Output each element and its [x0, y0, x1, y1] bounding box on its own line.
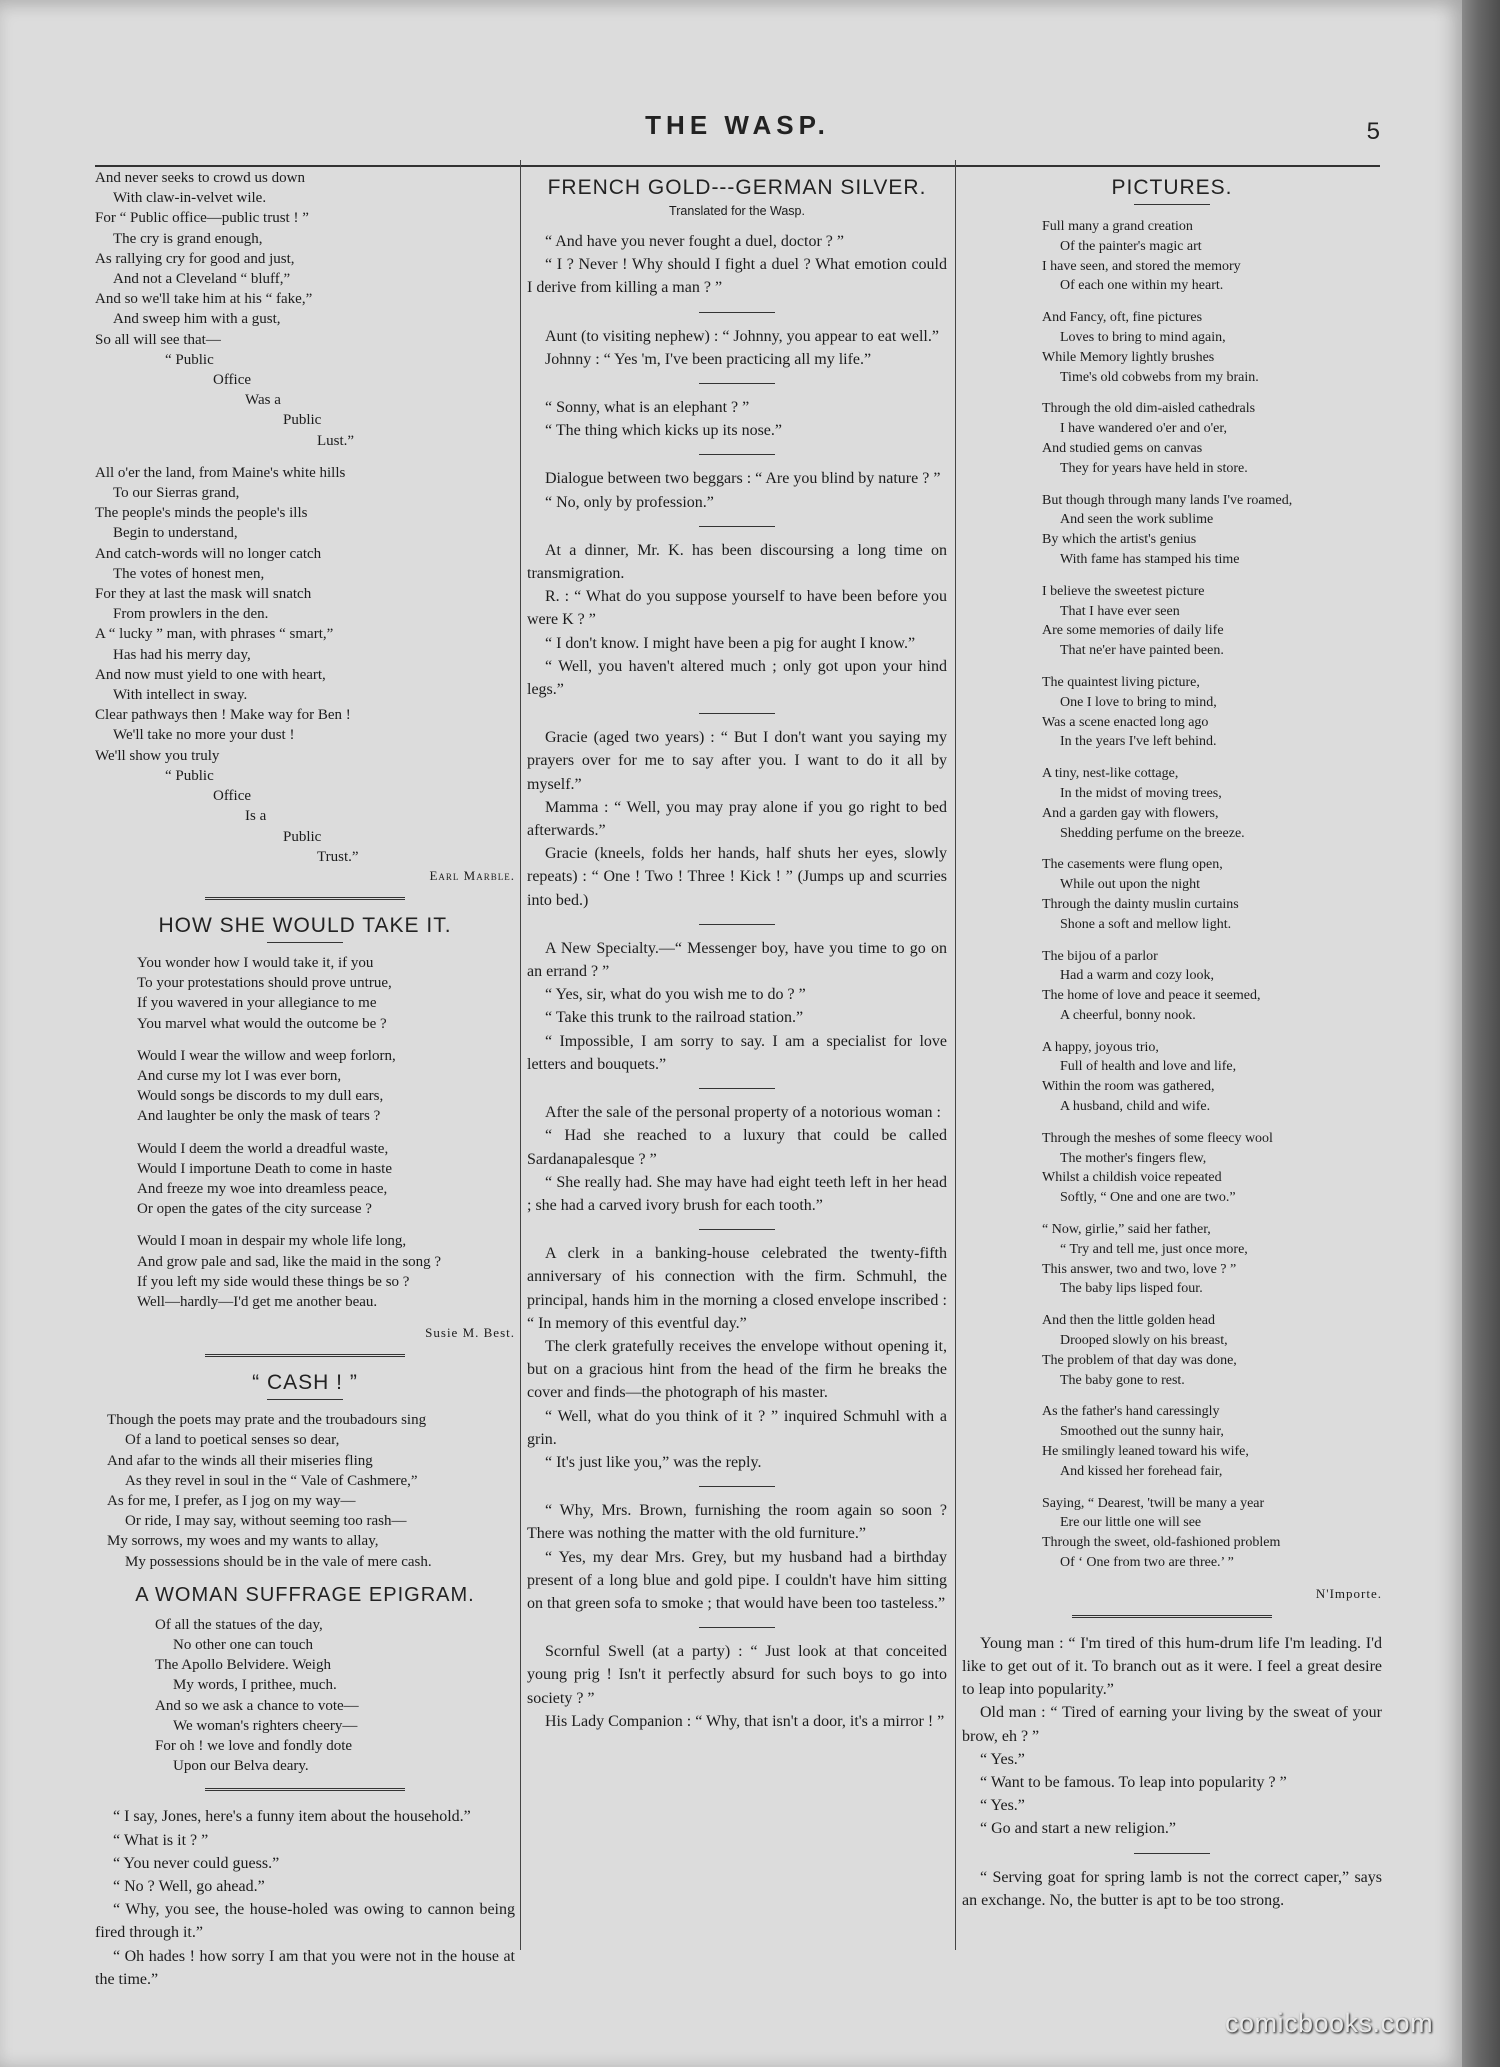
- poem-line: This answer, two and two, love ? ”: [1042, 1261, 1237, 1277]
- poem-line: Would songs be discords to my dull ears,: [137, 1088, 384, 1105]
- paragraph: “ Well, what do you think of it ? ” inquired Schmuhl with a grin.: [527, 1407, 947, 1448]
- poem-title: HOW SHE WOULD TAKE IT.: [158, 913, 452, 937]
- anecdote: [527, 539, 947, 701]
- poem-line: The baby lips lisped four.: [1060, 1281, 1203, 1297]
- poem-line: And Fancy, oft, fine pictures: [1042, 310, 1203, 326]
- poem-line: Begin to understand,: [113, 525, 238, 542]
- poem-line: The people's minds the people's ills: [95, 505, 308, 522]
- poem-line: The mother's fingers flew,: [1060, 1150, 1207, 1166]
- anecdote: [527, 396, 947, 442]
- poem-line: As the father's hand caressingly: [1042, 1404, 1220, 1420]
- paragraph: R. : “ What do you suppose yourself to have been before you were K ? ”: [527, 588, 947, 629]
- poem-line: That ne'er have painted been.: [1060, 643, 1224, 659]
- poem-line: In the years I've left behind.: [1060, 734, 1217, 750]
- anecdote-young-man: [962, 1632, 1382, 1841]
- poem-line: Through the old dim-aisled cathedrals: [1042, 401, 1256, 417]
- paragraph: “ Go and start a new religion.”: [980, 1820, 1176, 1838]
- poem-line: And laughter be only the mask of tears ?: [137, 1108, 381, 1125]
- paragraph: “ Yes.”: [980, 1750, 1025, 1768]
- poem-line: A tiny, nest-like cottage,: [1042, 766, 1179, 782]
- paragraph: “ Well, you haven't altered much ; only got upon your hind legs.”: [527, 657, 947, 699]
- stanza: [1042, 582, 1382, 661]
- section-divider: [699, 454, 775, 455]
- anecdote: [527, 1640, 947, 1733]
- title-divider: [267, 1399, 343, 1400]
- poem-line: Of all the statues of the day,: [155, 1616, 323, 1633]
- poem-line: Shone a soft and mellow light.: [1060, 916, 1232, 932]
- poem-line: Of each one within my heart.: [1060, 278, 1224, 294]
- poem-signature: N'Importe.: [1315, 1585, 1382, 1601]
- poem-line: By which the artist's genius: [1042, 532, 1197, 548]
- poem-line: With claw-in-velvet wile.: [113, 190, 267, 207]
- poem-line: For “ Public office—public trust ! ”: [95, 210, 309, 227]
- poem-title: “ CASH ! ”: [252, 1371, 358, 1395]
- stanza: [1042, 673, 1382, 752]
- paragraph: Scornful Swell (at a party) : “ Just look at that conceited young prig ! Isn't it perfectly absurd for such boys to go into society ? ”: [527, 1643, 947, 1707]
- anecdote-jones: [95, 1805, 515, 1991]
- poem-line: I believe the sweetest picture: [1042, 583, 1205, 599]
- stanza: [1042, 1220, 1382, 1299]
- column-left: [95, 168, 515, 1991]
- paragraph: “ Why, Mrs. Brown, furnishing the room again so soon ? There was nothing the matter with the old furniture.”: [527, 1502, 947, 1543]
- poem-line: One I love to bring to mind,: [1060, 694, 1217, 710]
- poem-line: And so we ask a chance to vote—: [155, 1697, 359, 1714]
- stanza: [137, 1139, 515, 1220]
- poem-line: Though the poets may prate and the troubadours sing: [107, 1412, 427, 1429]
- stanza: [137, 953, 515, 1034]
- poem-line: Full many a grand creation: [1042, 219, 1193, 234]
- poem-line: The Apollo Belvidere. Weigh: [155, 1657, 331, 1674]
- poem-line: Time's old cobwebs from my brain.: [1060, 369, 1259, 385]
- paragraph: Mamma : “ Well, you may pray alone if you go right to bed afterwards.”: [527, 798, 947, 840]
- watermark: comicbooks.com: [1225, 2008, 1434, 2038]
- paragraph: “ I say, Jones, here's a funny item about the household.”: [113, 1808, 471, 1826]
- poem-line: As rallying cry for good and just,: [95, 250, 295, 267]
- poem-line: A cheerful, bonny nook.: [1060, 1007, 1196, 1023]
- poem-line: For they at last the mask will snatch: [95, 586, 312, 603]
- anecdote: [527, 467, 947, 513]
- section-divider: [699, 924, 775, 925]
- stanza: [1042, 399, 1382, 478]
- poem-line: If you wavered in your allegiance to me: [137, 995, 377, 1012]
- poem-line: Would I wear the willow and weep forlorn,: [137, 1047, 396, 1064]
- poem-line: And grow pale and sad, like the maid in the song ?: [137, 1253, 442, 1270]
- paragraph: “ Serving goat for spring lamb is not the correct caper,” says an exchange. No, the butter is apt to be too strong.: [962, 1868, 1382, 1909]
- column-right: [962, 168, 1382, 1912]
- stanza: [1042, 1402, 1382, 1481]
- paragraph: “ Impossible, I am sorry to say. I am a specialist for love letters and bouquets.”: [527, 1032, 947, 1073]
- poem-line: A happy, joyous trio,: [1042, 1039, 1159, 1055]
- section-subtitle: Translated for the Wasp.: [669, 204, 805, 218]
- poem-line: A “ lucky ” man, with phrases “ smart,”: [95, 626, 334, 643]
- section-divider: [1072, 1615, 1272, 1620]
- section-title: FRENCH GOLD---GERMAN SILVER.: [547, 176, 927, 199]
- poem-line: All o'er the land, from Maine's white hills: [95, 464, 346, 481]
- poem-line: And sweep him with a gust,: [113, 311, 281, 328]
- poem-line: Had a warm and cozy look,: [1060, 968, 1214, 984]
- poem-signature: Susie M. Best.: [425, 1325, 515, 1341]
- title-divider: [267, 942, 343, 943]
- poem-line: Or ride, I may say, without seeming too rash—: [125, 1513, 407, 1530]
- stanza: [1042, 1038, 1382, 1117]
- section-divider: [699, 1229, 775, 1230]
- paragraph: “ I ? Never ! Why should I fight a duel ? What emotion could I derive from killing a man ? ”: [527, 256, 947, 297]
- masthead-rule: [95, 165, 1380, 167]
- section-divider: [1134, 1853, 1210, 1854]
- poem-line: Was a: [245, 392, 281, 409]
- poem-line: Would I moan in despair my whole life long,: [137, 1233, 407, 1250]
- poem-staircase-lines: [95, 766, 515, 867]
- poem-line: “ Try and tell me, just once more,: [1060, 1241, 1248, 1257]
- poem-line: “ Public: [165, 351, 214, 368]
- anecdote-goat: [962, 1866, 1382, 1912]
- paragraph: “ And have you never fought a duel, doctor ? ”: [545, 233, 845, 250]
- paragraph: After the sale of the personal property of a notorious woman :: [545, 1104, 941, 1122]
- paragraph: “ Yes, sir, what do you wish me to do ? ”: [545, 986, 806, 1004]
- poem-line: Are some memories of daily life: [1042, 623, 1224, 639]
- poem-public-office-part-b: [95, 463, 515, 766]
- paragraph: “ Had she reached to a luxury that could be called Sardanapalesque ? ”: [527, 1127, 947, 1168]
- poem-line: Office: [213, 372, 252, 389]
- poem-line: Softly, “ One and one are two.”: [1060, 1190, 1236, 1206]
- poem-line: Through the sweet, old-fashioned problem: [1042, 1535, 1281, 1551]
- section-divider: [205, 897, 405, 902]
- paragraph: “ Yes.”: [980, 1797, 1025, 1815]
- paragraph: “ You never could guess.”: [113, 1854, 280, 1872]
- poem-line: As they revel in soul in the “ Vale of Cashmere,”: [125, 1472, 418, 1489]
- poem-line: My words, I prithee, much.: [173, 1677, 337, 1694]
- paragraph: Johnny : “ Yes 'm, I've been practicing all my life.”: [545, 350, 872, 368]
- paragraph: The clerk gratefully receives the envelope without opening it, but on a gracious hint from the head of the firm he breaks the cover and finds—the photograph of his master.: [527, 1337, 947, 1402]
- poem-line: Public: [283, 412, 322, 429]
- section-divider: [699, 1627, 775, 1628]
- paragraph: “ No ? Well, go ahead.”: [113, 1878, 265, 1896]
- anecdote: [527, 230, 947, 300]
- paragraph: “ Yes, my dear Mrs. Grey, but my husband had a birthday present of a long blue and gold pipe. I couldn't have him sitting on that green sofa to smoke ; that would have been too tasteless.”: [527, 1548, 947, 1612]
- poem-line: With fame has stamped his time: [1060, 551, 1240, 567]
- stanza: [1042, 1494, 1382, 1573]
- poem-line: Of a land to poetical senses so dear,: [125, 1432, 340, 1449]
- poem-line: The cry is grand enough,: [113, 230, 263, 247]
- poem-line: Lust.”: [317, 432, 355, 449]
- poem-line: But though through many lands I've roamed,: [1042, 492, 1293, 508]
- column-middle: [527, 168, 947, 1733]
- poem-line: That I have ever seen: [1060, 603, 1180, 619]
- poem-line: “ Public: [165, 767, 214, 784]
- section-divider: [699, 713, 775, 714]
- paragraph: At a dinner, Mr. K. has been discoursing a long time on transmigration.: [527, 541, 947, 583]
- paragraph: “ I don't know. I might have been a pig for aught I know.”: [545, 634, 916, 652]
- anecdote: [527, 726, 947, 912]
- paragraph: Gracie (kneels, folds her hands, half shuts her eyes, slowly repeats) : “ One ! Two ! Three ! Kick ! ” (Jumps up and scurries into bed.): [527, 845, 947, 909]
- paragraph: “ The thing which kicks up its nose.”: [545, 422, 782, 440]
- poem-staircase-lines: [95, 350, 515, 451]
- poem-line: We'll take no more your dust !: [113, 727, 295, 744]
- poem-title: A WOMAN SUFFRAGE EPIGRAM.: [135, 1583, 475, 1606]
- poem-how-she-would-take-it: [95, 953, 515, 1312]
- poem-line: The bijou of a parlor: [1042, 948, 1158, 964]
- column-divider: [955, 160, 956, 1950]
- poem-line: Has had his merry day,: [113, 646, 251, 663]
- poem-line: To our Sierras grand,: [113, 485, 240, 502]
- section-divider: [699, 1486, 775, 1487]
- poem-line: Was a scene enacted long ago: [1042, 714, 1209, 730]
- poem-line: Or open the gates of the city surcease ?: [137, 1201, 372, 1218]
- paragraph: Dialogue between two beggars : “ Are you blind by nature ? ”: [545, 470, 941, 488]
- anecdote: [527, 1101, 947, 1217]
- poem-line: And not a Cleveland “ bluff,”: [113, 271, 291, 288]
- poem-line: And catch-words will no longer catch: [95, 545, 322, 562]
- poem-line: The baby gone to rest.: [1060, 1372, 1185, 1388]
- stanza: [1042, 491, 1382, 570]
- section-divider: [205, 1788, 405, 1793]
- stanza: [1042, 1129, 1382, 1208]
- poem-pictures: [962, 217, 1382, 1573]
- poem-line: Loves to bring to mind again,: [1060, 329, 1226, 345]
- paragraph: Old man : “ Tired of earning your living by the sweat of your brow, eh ? ”: [962, 1704, 1382, 1745]
- anecdote: [527, 1242, 947, 1474]
- poem-line: And so we'll take him at his “ fake,”: [95, 291, 313, 308]
- stanza: [1042, 217, 1382, 296]
- poem-line: And afar to the winds all their miseries fling: [107, 1452, 373, 1469]
- paragraph: “ She really had. She may have had eight teeth left in her head ; she had a carved ivory brush for each tooth.”: [527, 1173, 947, 1214]
- poem-line: We woman's righters cheery—: [173, 1717, 358, 1734]
- paragraph: “ It's just like you,” was the reply.: [545, 1453, 762, 1471]
- poem-line: While out upon the night: [1060, 877, 1200, 893]
- poem-line: I have seen, and stored the memory: [1042, 258, 1241, 274]
- poem-line: Through the dainty muslin curtains: [1042, 896, 1239, 912]
- poem-line: You wonder how I would take it, if you: [137, 954, 374, 971]
- stanza: [1042, 308, 1382, 387]
- poem-line: Upon our Belva deary.: [173, 1758, 309, 1775]
- poem-line: My possessions should be in the vale of mere cash.: [125, 1553, 432, 1570]
- poem-line: The problem of that day was done,: [1042, 1352, 1237, 1368]
- poem-line: With intellect in sway.: [113, 687, 248, 704]
- poem-woman-suffrage-epigram: [95, 1615, 515, 1777]
- poem-line: From prowlers in the den.: [113, 606, 269, 623]
- poem-line: Public: [283, 828, 322, 845]
- poem-line: In the midst of moving trees,: [1060, 785, 1222, 801]
- anecdote: [527, 325, 947, 371]
- poem-line: Would I deem the world a dreadful waste,: [137, 1140, 389, 1157]
- poem-line: Clear pathways then ! Make way for Ben !: [95, 707, 351, 724]
- poem-public-office-part-a: [95, 168, 515, 350]
- column-divider: [520, 160, 521, 1950]
- stanza: [137, 1046, 515, 1127]
- poem-line: For oh ! we love and fondly dote: [155, 1738, 353, 1754]
- poem-line: Of ‘ One from two are three.’ ”: [1060, 1555, 1234, 1571]
- paragraph: “ Take this trunk to the railroad station.”: [545, 1009, 804, 1027]
- paragraph: “ No, only by profession.”: [545, 493, 714, 511]
- poem-line: Would I importune Death to come in haste: [137, 1160, 392, 1177]
- poem-title: PICTURES.: [1111, 176, 1233, 199]
- poem-line: And kissed her forehead fair,: [1060, 1463, 1223, 1479]
- stanza: [1042, 764, 1382, 843]
- section-divider: [699, 383, 775, 384]
- anecdote-list: [527, 230, 947, 1733]
- paragraph: A clerk in a banking-house celebrated the twenty-fifth anniversary of his connection with the firm. Schmuhl, the principal, hands him in the morning a closed envelope inscribed : “ In memory of this eventful day.”: [527, 1245, 947, 1332]
- poem-line: And curse my lot I was ever born,: [137, 1067, 342, 1084]
- paragraph: His Lady Companion : “ Why, that isn't a door, it's a mirror ! ”: [545, 1712, 945, 1730]
- paragraph: “ Want to be famous. To leap into popularity ? ”: [980, 1774, 1287, 1792]
- masthead-title: THE WASP.: [645, 110, 830, 140]
- stanza: [137, 1231, 515, 1312]
- poem-cash: [95, 1410, 515, 1572]
- page-edge: [1462, 0, 1500, 2067]
- poem-line: The votes of honest men,: [113, 565, 265, 582]
- poem-line: Full of health and love and life,: [1060, 1059, 1237, 1075]
- poem-line: I have wandered o'er and o'er,: [1060, 421, 1227, 437]
- poem-line: And now must yield to one with heart,: [95, 666, 326, 683]
- anecdote: [527, 1499, 947, 1615]
- poem-line: Through the meshes of some fleecy wool: [1042, 1130, 1273, 1146]
- poem-line: Shedding perfume on the breeze.: [1060, 825, 1245, 841]
- poem-line: And freeze my woe into dreamless peace,: [137, 1180, 388, 1197]
- poem-line: And never seeks to crowd us down: [95, 170, 305, 186]
- poem-line: You marvel what would the outcome be ?: [137, 1015, 387, 1032]
- poem-line: We'll show you truly: [95, 747, 220, 764]
- section-divider: [699, 526, 775, 527]
- poem-line: Whilst a childish voice repeated: [1042, 1170, 1222, 1186]
- poem-line: Saying, “ Dearest, 'twill be many a year: [1042, 1495, 1265, 1511]
- paragraph: Aunt (to visiting nephew) : “ Johnny, you appear to eat well.”: [545, 327, 939, 345]
- paragraph: “ Oh hades ! how sorry I am that you were not in the house at the time.”: [95, 1947, 515, 1988]
- section-divider: [205, 1354, 405, 1359]
- section-divider: [699, 1088, 775, 1089]
- stanza: [1042, 855, 1382, 934]
- poem-line: Smoothed out the sunny hair,: [1060, 1424, 1224, 1440]
- poem-line: Office: [213, 788, 252, 805]
- poem-line: As for me, I prefer, as I jog on my way—: [107, 1492, 356, 1509]
- paragraph: A New Specialty.—“ Messenger boy, have you time to go on an errand ? ”: [527, 939, 947, 981]
- poem-line: And then the little golden head: [1042, 1313, 1216, 1329]
- poem-line: Within the room was gathered,: [1042, 1079, 1215, 1095]
- poem-line: And a garden gay with flowers,: [1042, 805, 1219, 821]
- poem-line: If you left my side would these things be so ?: [137, 1273, 410, 1290]
- stanza: [1042, 947, 1382, 1026]
- poem-line: And studied gems on canvas: [1042, 440, 1203, 456]
- poem-line: Ere our little one will see: [1060, 1515, 1202, 1531]
- poem-line: The quaintest living picture,: [1042, 674, 1200, 690]
- poem-line: They for years have held in store.: [1060, 460, 1248, 476]
- poem-line: So all will see that—: [95, 331, 221, 348]
- paragraph: “ What is it ? ”: [113, 1831, 209, 1849]
- poem-line: He smilingly leaned toward his wife,: [1042, 1444, 1249, 1460]
- poem-line: Of the painter's magic art: [1060, 238, 1202, 254]
- poem-line: Drooped slowly on his breast,: [1060, 1333, 1228, 1349]
- poem-line: Is a: [245, 808, 267, 825]
- page-number: 5: [1366, 118, 1380, 145]
- poem-line: My sorrows, my woes and my wants to allay,: [107, 1533, 379, 1550]
- poem-line: The casements were flung open,: [1042, 857, 1223, 873]
- poem-line: A husband, child and wife.: [1060, 1099, 1211, 1115]
- poem-line: “ Now, girlie,” said her father,: [1042, 1222, 1211, 1238]
- stanza: [1042, 1311, 1382, 1390]
- poem-line: To your protestations should prove untrue,: [137, 975, 392, 992]
- paragraph: Young man : “ I'm tired of this hum-drum life I'm leading. I'd like to get out of it. To branch out as it were. I feel a great desire to leap into popularity.”: [962, 1634, 1382, 1699]
- title-divider: [1134, 204, 1210, 205]
- poem-line: Trust.”: [317, 848, 359, 865]
- poem-signature: Earl Marble.: [429, 867, 515, 883]
- poem-line: No other one can touch: [173, 1636, 313, 1653]
- paragraph: “ Why, you see, the house-holed was owing to cannon being fired through it.”: [95, 1901, 515, 1942]
- paragraph: “ Sonny, what is an elephant ? ”: [545, 399, 750, 417]
- poem-line: While Memory lightly brushes: [1042, 349, 1215, 365]
- anecdote: [527, 937, 947, 1076]
- section-divider: [699, 312, 775, 313]
- paragraph: Gracie (aged two years) : “ But I don't want you saying my prayers over for me to say after you. I want to do it all by myself.”: [527, 729, 947, 793]
- poem-line: And seen the work sublime: [1060, 512, 1214, 528]
- poem-line: Well—hardly—I'd get me another beau.: [137, 1293, 378, 1310]
- poem-line: The home of love and peace it seemed,: [1042, 988, 1261, 1004]
